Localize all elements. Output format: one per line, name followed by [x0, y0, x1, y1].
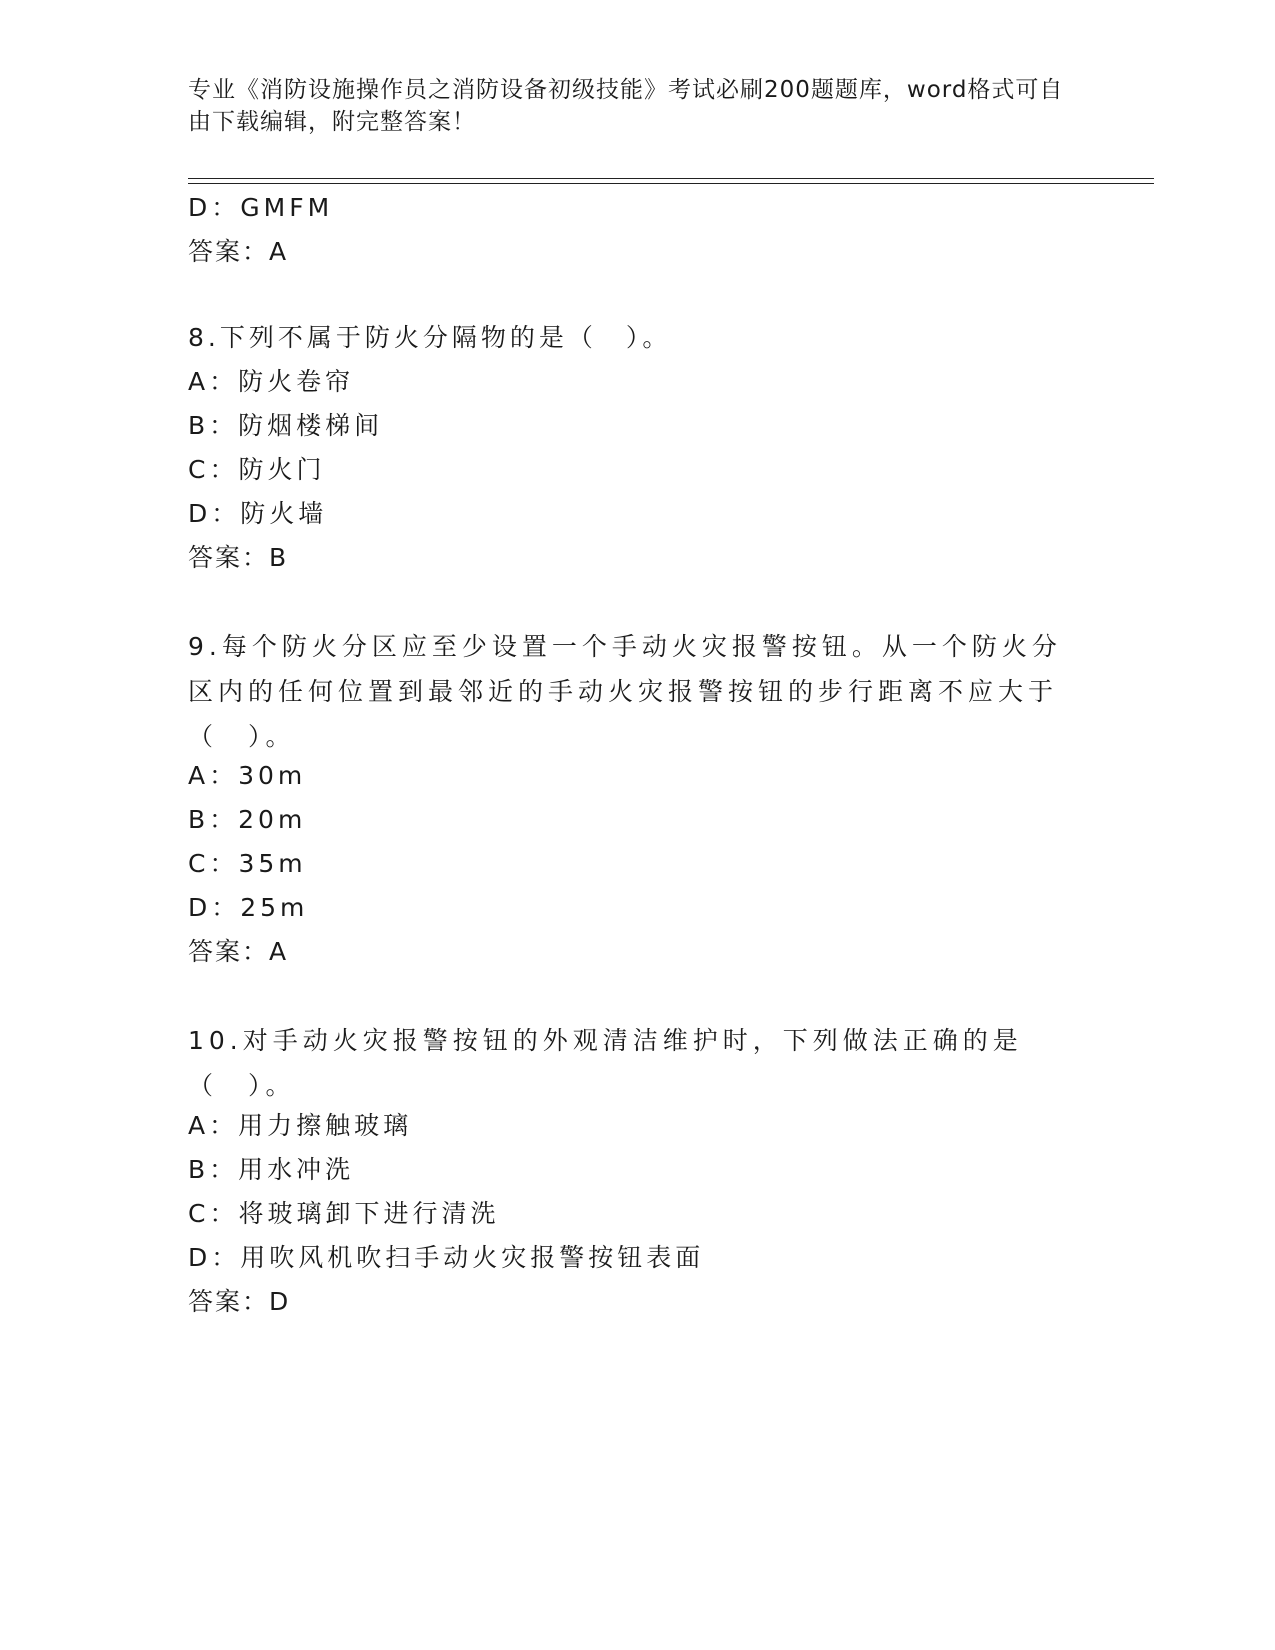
q8-question: 8.下列不属于防火分隔物的是（ ）。	[188, 323, 672, 352]
prev-answer: 答案：A	[188, 237, 289, 266]
q9-answer: 答案：A	[188, 937, 289, 966]
header-divider-bottom	[188, 183, 1154, 184]
header-divider-top	[188, 178, 1154, 179]
q8-option-a: A：防火卷帘	[188, 367, 355, 396]
q10-question: 10.对手动火灾报警按钮的外观清洁维护时，下列做法正确的是（ ）。	[188, 1026, 1023, 1100]
q10-option-b: B：用水冲洗	[188, 1155, 355, 1184]
q10-option-c: C：将玻璃卸下进行清洗	[188, 1199, 500, 1228]
prev-option-d: D：GMFM	[188, 193, 334, 222]
q8-option-d: D：防火墙	[188, 499, 328, 528]
q10-answer: 答案：D	[188, 1287, 291, 1316]
q10-option-d: D：用吹风机吹扫手动火灾报警按钮表面	[188, 1243, 705, 1272]
q8-answer: 答案：B	[188, 543, 289, 572]
q9-option-c: C：35m	[188, 849, 307, 878]
q9-option-a: A：30m	[188, 761, 307, 790]
q9-question: 9.每个防火分区应至少设置一个手动火灾报警按钮。从一个防火分区内的任何位置到最邻近的手动火灾报警按钮的步行距离不应大于（ ）。	[188, 632, 1062, 751]
q8-option-c: C：防火门	[188, 455, 326, 484]
document-header: 专业《消防设施操作员之消防设备初级技能》考试必刷200题题库，word格式可自由下载编辑，附完整答案！	[188, 77, 1064, 135]
q10-option-a: A：用力擦触玻璃	[188, 1111, 413, 1140]
q9-option-b: B：20m	[188, 805, 307, 834]
q9-option-d: D：25m	[188, 893, 309, 922]
q8-option-b: B：防烟楼梯间	[188, 411, 384, 440]
